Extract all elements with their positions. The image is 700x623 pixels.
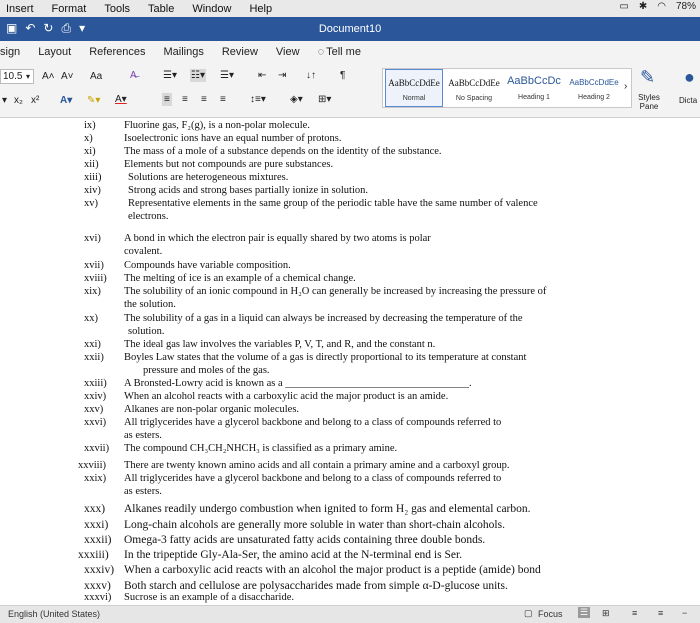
bullets-icon[interactable]: ☰▾ (163, 70, 177, 81)
align-left-icon[interactable]: ≡ (164, 94, 170, 105)
styles-pane-button[interactable]: Styles Pane (638, 93, 660, 111)
language-status[interactable]: English (United States) (8, 609, 101, 619)
list-text: Compounds have variable composition. (124, 260, 291, 271)
menu-format[interactable]: Format (51, 2, 87, 15)
list-text: Omega-3 fatty acids are unsaturated fatty acids containing three double bonds. (124, 534, 486, 546)
font-color-icon[interactable]: A▾ (115, 94, 127, 105)
battery-label: 78% (675, 1, 696, 12)
list-text: The melting of ice is an example of a chemical change. (124, 273, 356, 284)
show-formatting-icon[interactable]: ¶ (340, 70, 346, 81)
menu-tools[interactable]: Tools (104, 2, 131, 15)
highlight-icon[interactable]: ✎▾ (87, 95, 101, 106)
lightbulb-icon: ◌ (317, 46, 325, 58)
ribbon (0, 63, 700, 118)
tab-references[interactable]: References (89, 46, 146, 58)
tab-mailings[interactable]: Mailings (163, 46, 204, 58)
sort-icon[interactable]: ↓↑ (306, 70, 316, 81)
undo-icon[interactable]: ↶ (25, 21, 36, 35)
style-name: Heading 2 (578, 94, 610, 101)
list-text: Strong acids and strong bases partially ionize in solution. (128, 185, 369, 196)
list-text: Sucrose is an example of a disaccharide. (124, 592, 294, 603)
list-text: Both starch and cellulose are polysaccharides made from simple α-D-glucose units. (124, 580, 508, 592)
list-text: covalent. (124, 246, 163, 257)
style-name: Normal (402, 95, 426, 102)
superscript-icon[interactable]: x² (31, 95, 40, 106)
list-number: xxvii) (84, 443, 110, 454)
align-right-icon[interactable]: ≡ (201, 94, 207, 105)
tab-review[interactable]: Review (221, 46, 258, 58)
list-text: The ideal gas law involves the variables P, V, T, and R, and the constant n. (124, 339, 436, 350)
tab-view[interactable]: View (275, 46, 300, 58)
redo-icon[interactable]: ↻ (43, 21, 54, 35)
list-number: xxii) (84, 352, 104, 363)
menu-window[interactable]: Window (192, 2, 232, 15)
subscript-icon[interactable]: x₂ (14, 95, 23, 106)
list-number: xxix) (84, 473, 107, 484)
list-number: xxxv) (84, 580, 111, 592)
tab-layout[interactable]: Layout (38, 46, 72, 58)
line-spacing-icon[interactable]: ↕≡▾ (250, 94, 266, 105)
list-text: Representative elements in the same group of the periodic table have the same number of valence (128, 198, 538, 209)
style-heading-2[interactable] (565, 69, 623, 107)
justify-icon[interactable]: ≡ (220, 94, 226, 105)
style-heading-1[interactable] (505, 69, 563, 107)
list-number: xxviii) (78, 460, 106, 471)
style-normal[interactable] (385, 69, 443, 107)
bluetooth-icon[interactable]: ✱ (638, 1, 648, 12)
list-number: xv) (84, 198, 98, 209)
document-page[interactable] (0, 118, 700, 605)
airplay-icon[interactable]: ▭ (619, 1, 629, 12)
font-size-value: 10.5 (3, 71, 23, 82)
save-icon[interactable]: ▣ (6, 21, 18, 35)
list-number: xviii) (84, 273, 107, 284)
list-number: xxiv) (84, 391, 107, 402)
list-number: xix) (84, 286, 101, 297)
shading-icon[interactable]: ◈▾ (290, 94, 303, 105)
outline-view-icon[interactable]: ≡ (632, 608, 638, 618)
list-number: xvii) (84, 260, 104, 271)
change-case-button[interactable]: Aa (90, 71, 103, 82)
wifi-icon[interactable]: ◠ (657, 1, 666, 12)
menu-insert[interactable]: Insert (6, 2, 34, 15)
list-number: xxxiii) (78, 549, 109, 561)
list-number: xiii) (84, 172, 102, 183)
list-number: xxxvi) (84, 592, 112, 603)
styles-more-chevron-icon[interactable]: › (624, 81, 628, 92)
status-bar (0, 605, 700, 623)
list-number: xxxii) (84, 534, 112, 546)
focus-icon[interactable]: ▢ (524, 608, 533, 618)
list-text: Elements but not compounds are pure substances. (124, 159, 334, 170)
list-number: xxx) (84, 503, 106, 515)
list-text: All triglycerides have a glycerol backbone and belong to a class of compounds referred to (124, 473, 502, 484)
zoom-out-icon[interactable]: − (682, 608, 688, 618)
list-number: xxv) (84, 404, 104, 415)
microphone-icon[interactable]: ● (684, 67, 695, 87)
list-text: There are twenty known amino acids and all contain a primary amine and a carboxyl group. (124, 460, 510, 471)
style-preview: AaBbCcDc (507, 75, 561, 87)
dictate-button[interactable]: Dicta (679, 96, 698, 105)
borders-icon[interactable]: ⊞▾ (318, 94, 332, 105)
print-layout-icon[interactable]: ☰ (580, 607, 589, 617)
list-number: xxxiv) (84, 564, 115, 576)
list-text: A bond in which the electron pair is equally shared by two atoms is polar (124, 233, 431, 244)
align-center-icon[interactable]: ≡ (182, 94, 188, 105)
list-number: xxxi) (84, 519, 109, 531)
list-text: When a carboxylic acid reacts with an alcohol the major product is a peptide (amide) bond (124, 564, 541, 576)
style-name: Heading 1 (518, 94, 550, 101)
list-text: The compound CH₃CH₂NHCH₃ is classified as a primary amine. (124, 443, 398, 454)
list-text: the solution. (124, 299, 176, 310)
list-text: In the tripeptide Gly-Ala-Ser, the amino acid at the N-terminal end is Ser. (124, 549, 463, 561)
menu-bar (0, 0, 700, 17)
style-no-spacing[interactable] (445, 69, 503, 107)
style-preview: AaBbCcDdEe (448, 78, 500, 88)
styles-gallery (382, 68, 632, 108)
list-text: Alkanes readily undergo combustion when ignited to form H₂ gas and elemental carbon. (124, 503, 531, 515)
list-number: xxiii) (84, 378, 107, 389)
focus-button[interactable]: Focus (538, 609, 563, 619)
draft-view-icon[interactable]: ≡ (658, 608, 664, 618)
list-number: xi) (84, 146, 96, 157)
list-text: as esters. (124, 486, 162, 497)
list-text: Isoelectronic ions have an equal number of protons. (124, 133, 342, 144)
list-text: Solutions are heterogeneous mixtures. (128, 172, 289, 183)
style-preview: AaBbCcDdEe (569, 78, 619, 87)
list-text: pressure and moles of the gas. (143, 365, 270, 376)
list-text: The solubility of an ionic compound in H₂O can generally be increased by increasing the pressure of (124, 286, 547, 297)
list-number: xiv) (84, 185, 101, 196)
title-bar (0, 17, 700, 41)
numbering-icon[interactable]: ☷▾ (191, 70, 205, 81)
list-text: Long-chain alcohols are generally more soluble in water than short-chain alcohols. (124, 519, 505, 531)
list-text: All triglycerides have a glycerol backbone and belong to a class of compounds referred to (124, 417, 502, 428)
menu-help[interactable]: Help (249, 2, 273, 15)
style-name: No Spacing (455, 95, 493, 102)
list-number: ix) (84, 120, 96, 131)
list-text: The mass of a mole of a substance depends on the identity of the substance. (124, 146, 442, 157)
list-text: When an alcohol reacts with a carboxylic acid the major product is an amide. (124, 391, 449, 402)
list-number: xvi) (84, 233, 101, 244)
ribbon-tabs (0, 41, 700, 63)
web-layout-icon[interactable]: ⊞ (602, 608, 610, 618)
list-text: electrons. (128, 211, 169, 222)
quick-access-dropdown-icon[interactable]: ▾ (79, 21, 86, 35)
list-text: A Bronsted-Lowry acid is known as a ___________________________________. (124, 378, 472, 389)
menu-table[interactable]: Table (148, 2, 175, 15)
shrink-font-icon[interactable]: A˅ (61, 71, 74, 82)
list-text: solution. (128, 326, 165, 337)
list-text: The solubility of a gas in a liquid can always be increased by decreasing the temperature of the (124, 313, 523, 324)
list-number: xii) (84, 159, 99, 170)
document-title: Document10 (318, 23, 382, 35)
clear-formatting-icon[interactable]: A̶ (130, 70, 137, 81)
list-number: x) (84, 133, 93, 144)
multilevel-list-icon[interactable]: ☰▾ (220, 70, 234, 81)
list-number: xxvi) (84, 417, 107, 428)
tell-me-search[interactable]: Tell me (326, 46, 361, 58)
list-text: Boyles Law states that the volume of a gas is directly proportional to its temperature at constant (124, 352, 527, 363)
increase-indent-icon[interactable]: ⇥ (278, 70, 287, 81)
list-text: Alkanes are non-polar organic molecules. (124, 404, 300, 415)
style-preview: AaBbCcDdEe (388, 78, 440, 88)
list-text: Fluorine gas, F₂(g), is a non-polar molecule. (124, 120, 310, 131)
tab-design[interactable]: sign (0, 46, 21, 58)
font-size-dropdown-icon[interactable]: ▾ (26, 72, 31, 81)
tab-dropdown-icon[interactable]: ▾ (2, 95, 8, 106)
list-number: xxi) (84, 339, 101, 350)
list-number: xx) (84, 313, 98, 324)
print-icon[interactable]: ⎙ (61, 21, 72, 35)
text-effects-icon[interactable]: A▾ (60, 95, 73, 106)
list-text: as esters. (124, 430, 162, 441)
decrease-indent-icon[interactable]: ⇤ (258, 70, 267, 81)
styles-pane-icon[interactable]: ✎ (640, 67, 656, 87)
grow-font-icon[interactable]: A˄ (42, 71, 55, 82)
